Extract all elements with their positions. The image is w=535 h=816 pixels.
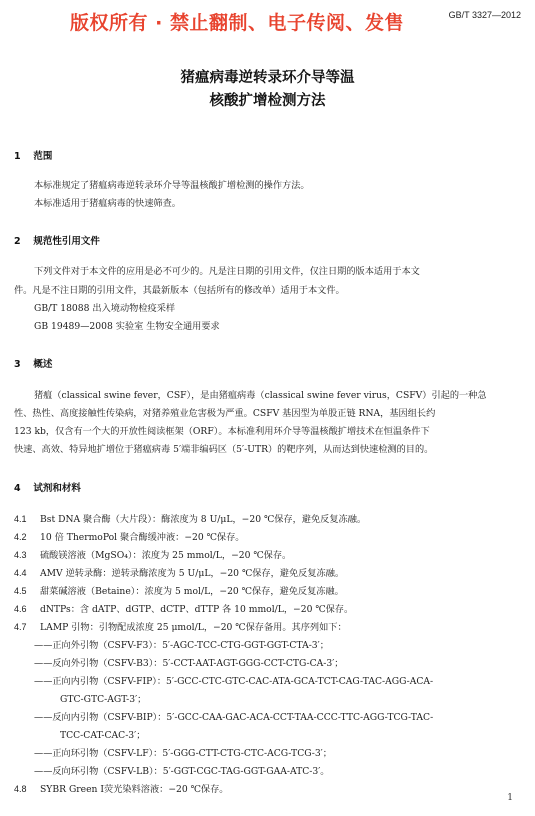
section-title: 规范性引用文件 bbox=[33, 236, 100, 247]
paragraph-line: 本标准规定了猪瘟病毒逆转录环介导等温核酸扩增检测的操作方法。 bbox=[34, 180, 310, 191]
paragraph-line: 猪瘟（classical swine fever，CSF），是由猪瘟病毒（classical swine fever virus，CSFV）引起的一种急 bbox=[34, 390, 487, 401]
reagent-item bbox=[14, 783, 521, 796]
section-heading-reagents bbox=[14, 480, 81, 494]
section-number: 3 bbox=[14, 359, 21, 370]
section-title: 试剂和材料 bbox=[33, 483, 81, 494]
item-text: Bst DNA 聚合酶（大片段）：酶浓度为 8 U/μL，−20 ℃保存，避免反复冻融。 bbox=[40, 514, 367, 525]
item-text: SYBR Green Ⅰ荧光染料溶液：−20 ℃保存。 bbox=[40, 784, 229, 795]
reagent-item bbox=[14, 531, 521, 544]
item-number: 4.2 bbox=[14, 532, 27, 542]
section-heading-normative-references bbox=[14, 233, 100, 247]
paragraph-line: 件。凡是不注日期的引用文件，其最新版本（包括所有的修改单）适用于本文件。 bbox=[14, 285, 345, 296]
section-title: 概述 bbox=[33, 359, 53, 370]
item-text: 10 倍 ThermoPol 聚合酶缓冲液：−20 ℃保存。 bbox=[40, 532, 245, 543]
document-title-line1: 猪瘟病毒逆转录环介导等温 bbox=[180, 70, 355, 86]
primer-entry: ——反向环引物（CSFV-LB）：5′-GGT-CGC-TAG-GGT-GAA-ATC-3′。 bbox=[34, 766, 330, 777]
reagent-item bbox=[14, 549, 521, 562]
paragraph-line: 本标准适用于猪瘟病毒的快速筛查。 bbox=[34, 198, 181, 209]
item-number: 4.5 bbox=[14, 586, 27, 596]
item-text: dNTPs：含 dATP、dGTP、dCTP、dTTP 各 10 mmol/L，−20 ℃保存。 bbox=[40, 604, 354, 615]
section-title: 范围 bbox=[33, 151, 53, 162]
item-text: AMV 逆转录酶：逆转录酶浓度为 5 U/μL，−20 ℃保存，避免反复冻融。 bbox=[40, 568, 345, 579]
reagent-item bbox=[14, 585, 521, 598]
item-number: 4.4 bbox=[14, 568, 27, 578]
item-text: LAMP 引物：引物配成浓度 25 μmol/L，−20 ℃保存备用。其序列如下： bbox=[40, 622, 347, 633]
paragraph-line: 下列文件对于本文件的应用是必不可少的。凡是注日期的引用文件，仅注日期的版本适用于本文 bbox=[34, 266, 420, 277]
section-number: 2 bbox=[14, 236, 21, 247]
reagent-item bbox=[14, 513, 521, 526]
section-heading-scope bbox=[14, 148, 52, 162]
primer-entry: ——正向外引物（CSFV-F3）：5′-AGC-TCC-CTG-GGT-GGT-CTA-3′； bbox=[34, 640, 329, 651]
paragraph-line: 快速、高效、特异地扩增位于猪瘟病毒 5′端非编码区（5′-UTR）的靶序列，从而达到快速检测的目的。 bbox=[14, 444, 434, 455]
section-heading-overview bbox=[14, 356, 52, 370]
paragraph-line: 性、热性、高度接触性传染病，对猪养殖业危害极为严重。CSFV 基因型为单股正链 RNA，基因组长约 bbox=[14, 408, 436, 419]
item-text: 硫酸镁溶液（MgSO₄）：浓度为 25 mmol/L，−20 ℃保存。 bbox=[40, 550, 292, 561]
primer-entry: ——反向内引物（CSFV-BIP）：5′-GCC-CAA-GAC-ACA-CCT-TAA-CCC-TTC-AGG-TCG-TAC- bbox=[34, 712, 434, 723]
primer-entry-continuation: TCC-CAT-CAC-3′； bbox=[60, 730, 146, 741]
item-number: 4.8 bbox=[14, 784, 27, 794]
section-number: 4 bbox=[14, 483, 21, 494]
primer-entry: ——正向环引物（CSFV-LF）：5′-GGG-CTT-CTG-CTC-ACG-TCG-3′； bbox=[34, 748, 332, 759]
item-number: 4.1 bbox=[14, 514, 27, 524]
document-title-line2: 核酸扩增检测方法 bbox=[209, 93, 326, 109]
item-number: 4.7 bbox=[14, 622, 27, 632]
reagent-item bbox=[14, 567, 521, 580]
section-number: 1 bbox=[14, 151, 21, 162]
reference-entry: GB/T 18088 出入境动物检疫采样 bbox=[34, 303, 176, 314]
reagent-item bbox=[14, 621, 521, 634]
reference-entry: GB 19489—2008 实验室 生物安全通用要求 bbox=[34, 321, 220, 332]
page-number: 1 bbox=[507, 793, 513, 803]
primer-entry: ——正向内引物（CSFV-FIP）：5′-GCC-CTC-GTC-CAC-ATA-GCA-TCT-CAG-TAC-AGG-ACA- bbox=[34, 676, 434, 687]
standard-number: GB/T 3327—2012 bbox=[448, 10, 521, 20]
reagent-item bbox=[14, 603, 521, 616]
primer-entry-continuation: GTC-GTC-AGT-3′； bbox=[60, 694, 147, 705]
copyright-watermark: 版权所有 · 禁止翻制、电子传阅、发售 bbox=[70, 12, 404, 34]
item-number: 4.6 bbox=[14, 604, 27, 614]
primer-entry: ——反向外引物（CSFV-B3）：5′-CCT-AAT-AGT-GGG-CCT-CTG-CA-3′； bbox=[34, 658, 344, 669]
item-text: 甜菜碱溶液（Betaine）：浓度为 5 mol/L，−20 ℃保存，避免反复冻融。 bbox=[40, 586, 344, 597]
item-number: 4.3 bbox=[14, 550, 27, 560]
paragraph-line: 123 kb，仅含有一个大的开放性阅读框架（ORF）。本标准利用环介导等温核酸扩增技术在恒温条件下 bbox=[14, 426, 430, 437]
